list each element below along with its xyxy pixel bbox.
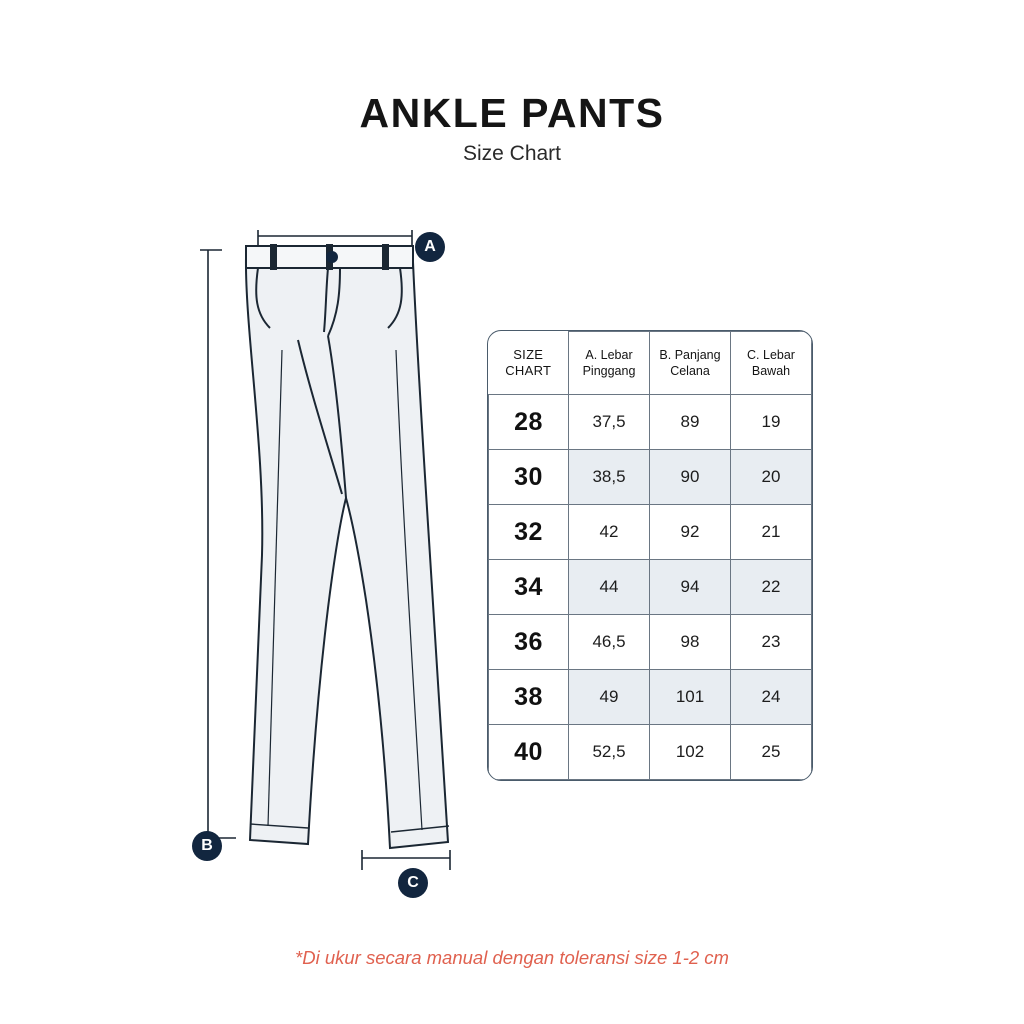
- cell-size: 34: [489, 560, 569, 615]
- cell-a: 38,5: [569, 450, 650, 505]
- cell-b: 102: [650, 725, 731, 780]
- table-row: [489, 670, 812, 725]
- cell-c: 20: [731, 450, 812, 505]
- cell-b: 98: [650, 615, 731, 670]
- tolerance-footnote: *Di ukur secara manual dengan toleransi size 1-2 cm: [295, 947, 729, 968]
- cell-size: 30: [489, 450, 569, 505]
- cell-size: 32: [489, 505, 569, 560]
- cell-size: 38: [489, 670, 569, 725]
- table-row: [489, 615, 812, 670]
- cell-c: 24: [731, 670, 812, 725]
- cell-c: 19: [731, 395, 812, 450]
- measurement-marker-a: A: [415, 232, 445, 262]
- column-header-b-line1: B. Panjang: [659, 347, 721, 362]
- column-header-size-line1: SIZE: [513, 346, 544, 362]
- cell-c: 25: [731, 725, 812, 780]
- page-title: ANKLE PANTS: [359, 90, 665, 136]
- cell-b: 101: [650, 670, 731, 725]
- column-header-a-line2: Pinggang: [582, 364, 636, 378]
- measurement-marker-c: C: [398, 868, 428, 898]
- cell-b: 94: [650, 560, 731, 615]
- cell-size: 28: [489, 395, 569, 450]
- table-row: [489, 395, 812, 450]
- column-header-b: [650, 332, 731, 395]
- column-header-c: [731, 332, 812, 395]
- cell-a: 49: [569, 670, 650, 725]
- table-row: [489, 725, 812, 780]
- column-header-c-line1: C. Lebar: [747, 347, 795, 362]
- cell-a: 44: [569, 560, 650, 615]
- cell-b: 89: [650, 395, 731, 450]
- cell-a: 52,5: [569, 725, 650, 780]
- table-header-row: [489, 332, 812, 395]
- table-row: [489, 505, 812, 560]
- cell-c: 22: [731, 560, 812, 615]
- cell-a: 37,5: [569, 395, 650, 450]
- cell-a: 42: [569, 505, 650, 560]
- size-chart-table: [487, 330, 813, 781]
- cell-a: 46,5: [569, 615, 650, 670]
- cell-b: 92: [650, 505, 731, 560]
- column-header-size: [489, 332, 569, 395]
- pants-illustration: [150, 210, 490, 910]
- column-header-a-line1: A. Lebar: [585, 347, 633, 362]
- cell-size: 36: [489, 615, 569, 670]
- column-header-a: [569, 332, 650, 395]
- cell-c: 23: [731, 615, 812, 670]
- cell-c: 21: [731, 505, 812, 560]
- measurement-marker-b: B: [192, 831, 222, 861]
- table-row: [489, 560, 812, 615]
- cell-size: 40: [489, 725, 569, 780]
- column-header-size-line2: CHART: [505, 362, 552, 378]
- page-subtitle: Size Chart: [462, 142, 562, 165]
- table-row: [489, 450, 812, 505]
- cell-b: 90: [650, 450, 731, 505]
- column-header-b-line2: Celana: [670, 364, 710, 378]
- column-header-c-line2: Bawah: [751, 364, 791, 378]
